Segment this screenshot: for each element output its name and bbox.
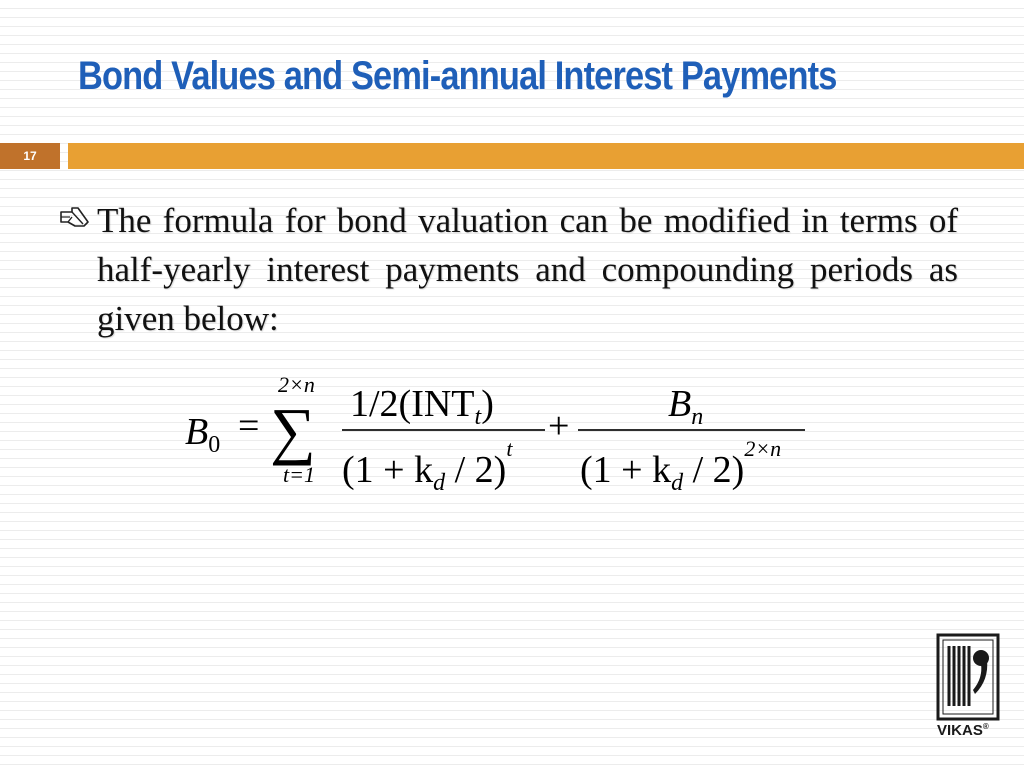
term2-numerator: $B_n$: [668, 383, 704, 430]
page-number: 17: [0, 143, 60, 169]
sum-symbol: ∑: [270, 395, 316, 466]
bond-valuation-formula: [150, 360, 850, 510]
bullet-text: The formula for bond valuation can be modified in terms of half-yearly interest payments and compounding periods as given below:: [97, 201, 958, 338]
formula-plus: +: [548, 405, 570, 447]
vikas-logo-text: VIKAS®: [937, 722, 989, 739]
term1-denominator: $(1 + k_d / 2)^t$: [342, 436, 513, 496]
term2-denominator: $(1 + k_d / 2)^{2\times n}$: [580, 436, 782, 496]
pencil-hand-icon: [58, 202, 92, 232]
bullet-point: [58, 196, 958, 343]
term1-numerator: $1/2(INT_t)$: [350, 383, 494, 430]
formula-lhs: $B_0$: [185, 411, 221, 458]
slide-title: Bond Values and Semi-annual Interest Payments: [78, 54, 837, 98]
accent-bar: [68, 143, 1024, 169]
formula-equals: =: [238, 405, 260, 447]
sum-lower-limit: t=1: [283, 462, 315, 487]
sum-upper-limit: 2×n: [278, 372, 315, 397]
